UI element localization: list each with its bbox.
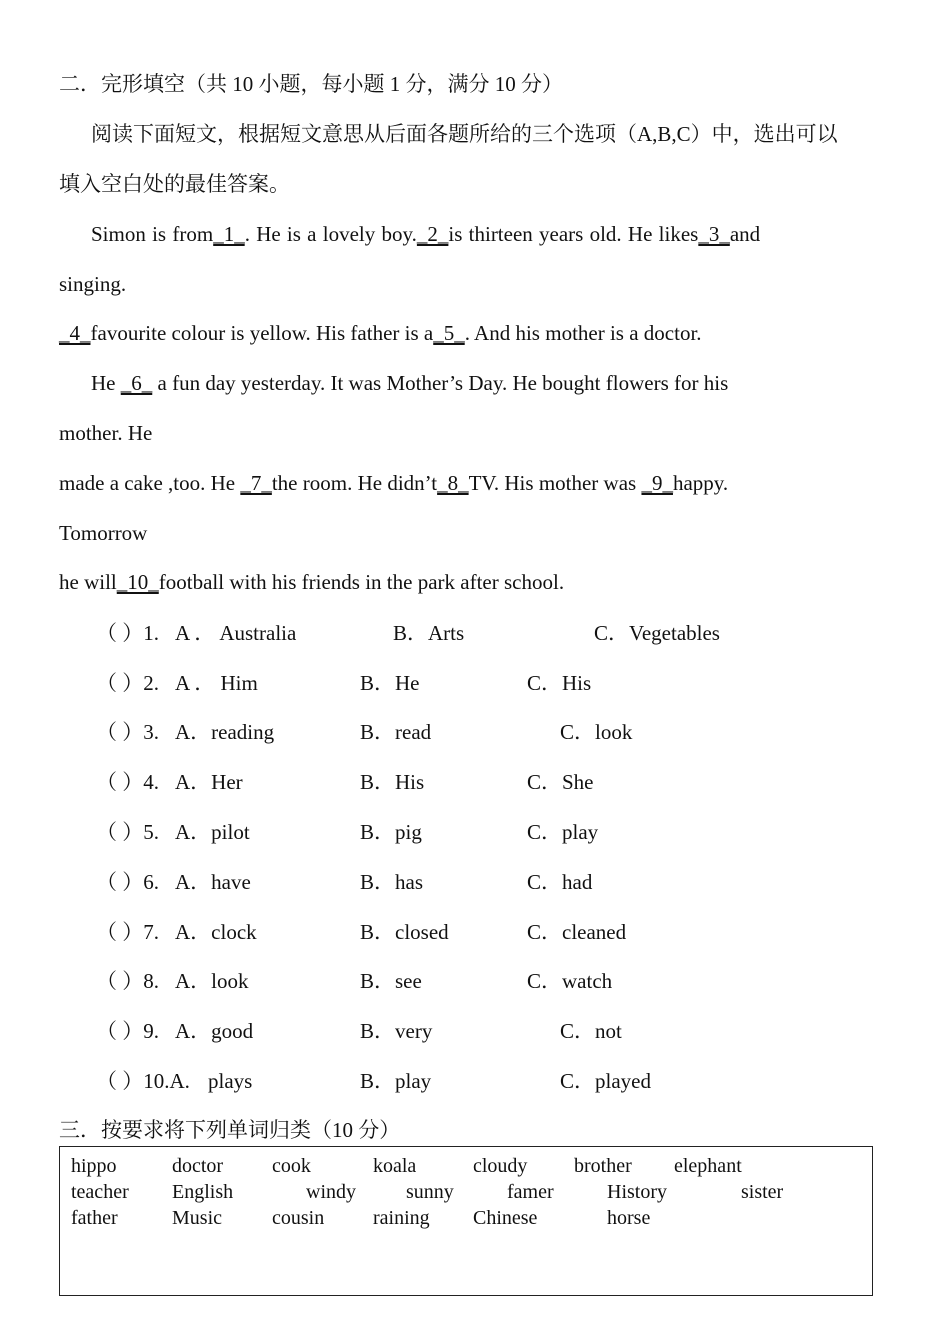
word: Chinese	[473, 1207, 538, 1229]
option-b[interactable]: B．pig	[360, 820, 422, 844]
passage-text: a fun day yesterday. It was Mother’s Day. He bought flowers for his	[157, 371, 729, 395]
blank-10: _10_	[116, 570, 159, 594]
passage-text: favourite colour is yellow. His father is a	[90, 321, 434, 345]
word: cousin	[272, 1207, 325, 1229]
section2-title: 二．完形填空（共 10 小题，每小题 1 分，满分 10 分）	[59, 72, 563, 96]
option-c[interactable]: C．look	[560, 720, 633, 744]
passage-text: TV. His mother was	[468, 471, 637, 495]
word: father	[71, 1207, 118, 1229]
blank-6: _6_	[120, 371, 153, 395]
blank-3: _3_	[698, 222, 730, 246]
passage-text: is thirteen years old. He likes	[448, 222, 699, 246]
word: elephant	[674, 1155, 742, 1177]
option-a[interactable]: A．Her	[175, 770, 243, 794]
question-number: （ ）1.	[96, 621, 159, 645]
passage-line-3	[59, 319, 702, 347]
option-c[interactable]: C．played	[560, 1069, 651, 1093]
option-a[interactable]: A．reading	[175, 720, 275, 744]
word: teacher	[71, 1181, 129, 1203]
passage-line-4	[91, 369, 728, 397]
option-b[interactable]: B．see	[360, 969, 422, 993]
word: English	[172, 1181, 234, 1203]
option-b[interactable]: B．read	[360, 720, 432, 744]
option-a[interactable]: A．pilot	[175, 820, 250, 844]
word: History	[607, 1181, 667, 1203]
option-c[interactable]: C．Vegetables	[594, 621, 720, 645]
passage-text: made a cake ,too. He	[59, 471, 236, 495]
passage-line-8	[59, 568, 564, 596]
question-number: （ ）3.	[96, 720, 159, 744]
blank-4: _4_	[59, 321, 91, 345]
passage-text: he will	[59, 570, 117, 594]
word: cook	[272, 1155, 311, 1177]
instruction-line-1: 阅读下面短文，根据短文意思从后面各题所给的三个选项（A,B,C）中，选出可以	[91, 122, 838, 146]
option-b[interactable]: B．Arts	[393, 621, 465, 645]
word: cloudy	[473, 1155, 528, 1177]
option-c[interactable]: C．watch	[527, 969, 613, 993]
question-number: （ ）7.	[96, 920, 159, 944]
word: horse	[607, 1207, 651, 1229]
passage-text: happy.	[672, 471, 729, 495]
word: sunny	[406, 1181, 454, 1203]
option-b[interactable]: B．He	[360, 671, 420, 695]
passage-text: football with his friends in the park after school.	[158, 570, 565, 594]
option-b[interactable]: B．has	[360, 870, 423, 894]
blank-1: _1_	[213, 222, 245, 246]
word: koala	[373, 1155, 417, 1177]
word: sister	[741, 1181, 784, 1203]
option-b[interactable]: B．closed	[360, 920, 449, 944]
option-b[interactable]: B．His	[360, 770, 425, 794]
word: windy	[306, 1181, 356, 1203]
blank-5: _5_	[433, 321, 465, 345]
option-c[interactable]: C．She	[527, 770, 594, 794]
option-a[interactable]: A．have	[175, 870, 251, 894]
word: famer	[507, 1181, 554, 1203]
option-a[interactable]: A ． Him	[175, 671, 258, 695]
option-b[interactable]: B．play	[360, 1069, 432, 1093]
word: hippo	[71, 1155, 117, 1177]
passage-line-5: mother. He	[59, 421, 153, 445]
option-a[interactable]: A ． Australia	[175, 621, 297, 645]
question-number: （ ）8.	[96, 969, 159, 993]
option-c[interactable]: C．cleaned	[527, 920, 627, 944]
option-a[interactable]: A．good	[175, 1019, 254, 1043]
question-number: （ ）5.	[96, 820, 159, 844]
question-number: （ ）10.A.	[96, 1069, 190, 1093]
passage-text: . And his mother is a doctor.	[464, 321, 702, 345]
passage-text: . He is a lovely boy.	[244, 222, 417, 246]
section3-title: 三．按要求将下列单词归类（10 分）	[59, 1118, 401, 1142]
passage-line-6	[59, 469, 728, 497]
blank-9: _9_	[641, 471, 673, 495]
option-c[interactable]: C．His	[527, 671, 592, 695]
blank-8: _8_	[437, 471, 469, 495]
passage-text: the room. He didn’t	[271, 471, 438, 495]
question-number: （ ）6.	[96, 870, 159, 894]
question-number: （ ）9.	[96, 1019, 159, 1043]
blank-7: _7_	[240, 471, 272, 495]
passage-text: He	[91, 371, 116, 395]
passage-line-2: singing.	[59, 272, 127, 296]
passage-text: and	[729, 222, 761, 246]
option-b[interactable]: B．very	[360, 1019, 433, 1043]
passage-text: Simon is from	[91, 222, 214, 246]
question-number: （ ）2.	[96, 671, 159, 695]
instruction-line-2: 填入空白处的最佳答案。	[59, 172, 290, 196]
blank-2: _2_	[416, 222, 449, 246]
option-a[interactable]: A．clock	[175, 920, 257, 944]
passage-line-7: Tomorrow	[59, 521, 148, 545]
word: Music	[172, 1207, 222, 1229]
option-c[interactable]: C．had	[527, 870, 593, 894]
option-a[interactable]: plays	[208, 1069, 253, 1093]
option-c[interactable]: C．not	[560, 1019, 622, 1043]
question-number: （ ）4.	[96, 770, 159, 794]
word: doctor	[172, 1155, 224, 1177]
word: raining	[373, 1207, 430, 1229]
option-c[interactable]: C．play	[527, 820, 599, 844]
word: brother	[574, 1155, 632, 1177]
option-a[interactable]: A．look	[175, 969, 249, 993]
passage-line-1	[91, 220, 760, 248]
